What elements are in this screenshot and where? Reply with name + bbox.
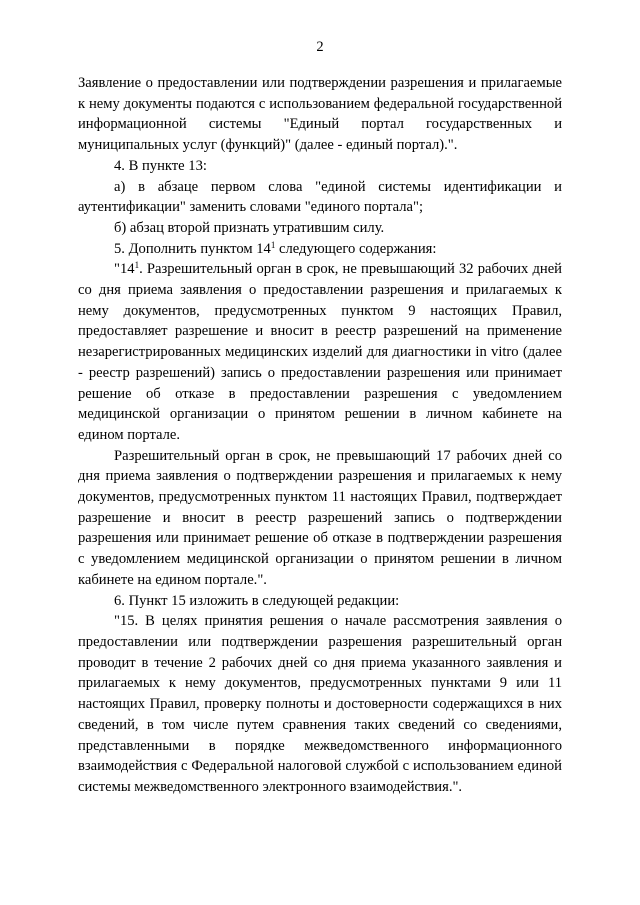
paragraph-item-4a: а) в абзаце первом слова "единой системы идентификации и аутентификации" заменить словами "единого портала"; — [78, 178, 562, 216]
superscript-1: 1 — [134, 260, 140, 271]
paragraph-portal-definition: Заявление о предоставлении или подтверждении разрешения и прилагаемые к нему документы подаются с использованием федеральной государственной информационной системы "Единый портал государственных и муниципальных услуг (функций)" (далее - единый портал).". — [78, 75, 562, 154]
paragraph-item-5-text-before: 5. Дополнить пунктом 14 — [114, 240, 271, 257]
paragraph-item-6: 6. Пункт 15 изложить в следующей редакции: — [114, 592, 400, 609]
paragraph-clause-14-1-text-after: . Разрешительный орган в срок, не превышающий 32 рабочих дней со дня приема заявления о предоставлении разрешения и прилагаемых к нему документов, предусмотренных пунктом 9 настоящих Правил, предоставляет разрешение и вносит в реестр разрешений на применение незарегистрированных медицинских изделий для диагностики in vitro (далее - реестр разрешений) запись о предоставлении разрешения или принимает решение об отказе в предоставлении разрешения с уведомлением медицинской организации о принятом решении в личном кабинете на едином портале. — [78, 261, 562, 443]
paragraph-clause-15: "15. В целях принятия решения о начале рассмотрения заявления о предоставлении или подтверждении разрешения разрешительный орган проводит в течение 2 рабочих дней со дня приема указанного заявления и прилагаемых к нему документов, предусмотренных пунктами 9 или 11 настоящих Правил, проверку полноты и достоверности содержащихся в них сведений, в том числе путем сравнения таких сведений со сведениями, представленными в порядке межведомственного информационного взаимодействия с Федеральной налоговой службой с использованием единой системы межведомственного электронного взаимодействия.". — [78, 613, 562, 795]
paragraph-item-5-text-after: следующего содержания: — [275, 240, 437, 257]
page-number: 2 — [316, 39, 324, 55]
paragraph-clause-14-1-text-before: "14 — [114, 261, 135, 278]
superscript-1: 1 — [270, 239, 276, 250]
document-body — [78, 73, 562, 798]
paragraph-clause-14-1 — [78, 259, 562, 445]
paragraph-item-4b: б) абзац второй признать утратившим силу. — [114, 219, 385, 236]
paragraph-item-5 — [78, 239, 562, 260]
paragraph-confirmation-term: Разрешительный орган в срок, не превышающий 17 рабочих дней со дня приема заявления о подтверждении разрешения и прилагаемых к нему документов, предусмотренных пунктом 11 настоящих Правил, подтверждает разрешение и вносит в реестр разрешений запись о подтверждении разрешения или принимает решение об отказе в подтверждении разрешения с уведомлением медицинской организации о принятом решении в личном кабинете на едином портале.". — [78, 447, 562, 588]
paragraph-item-4: 4. В пункте 13: — [114, 157, 207, 174]
